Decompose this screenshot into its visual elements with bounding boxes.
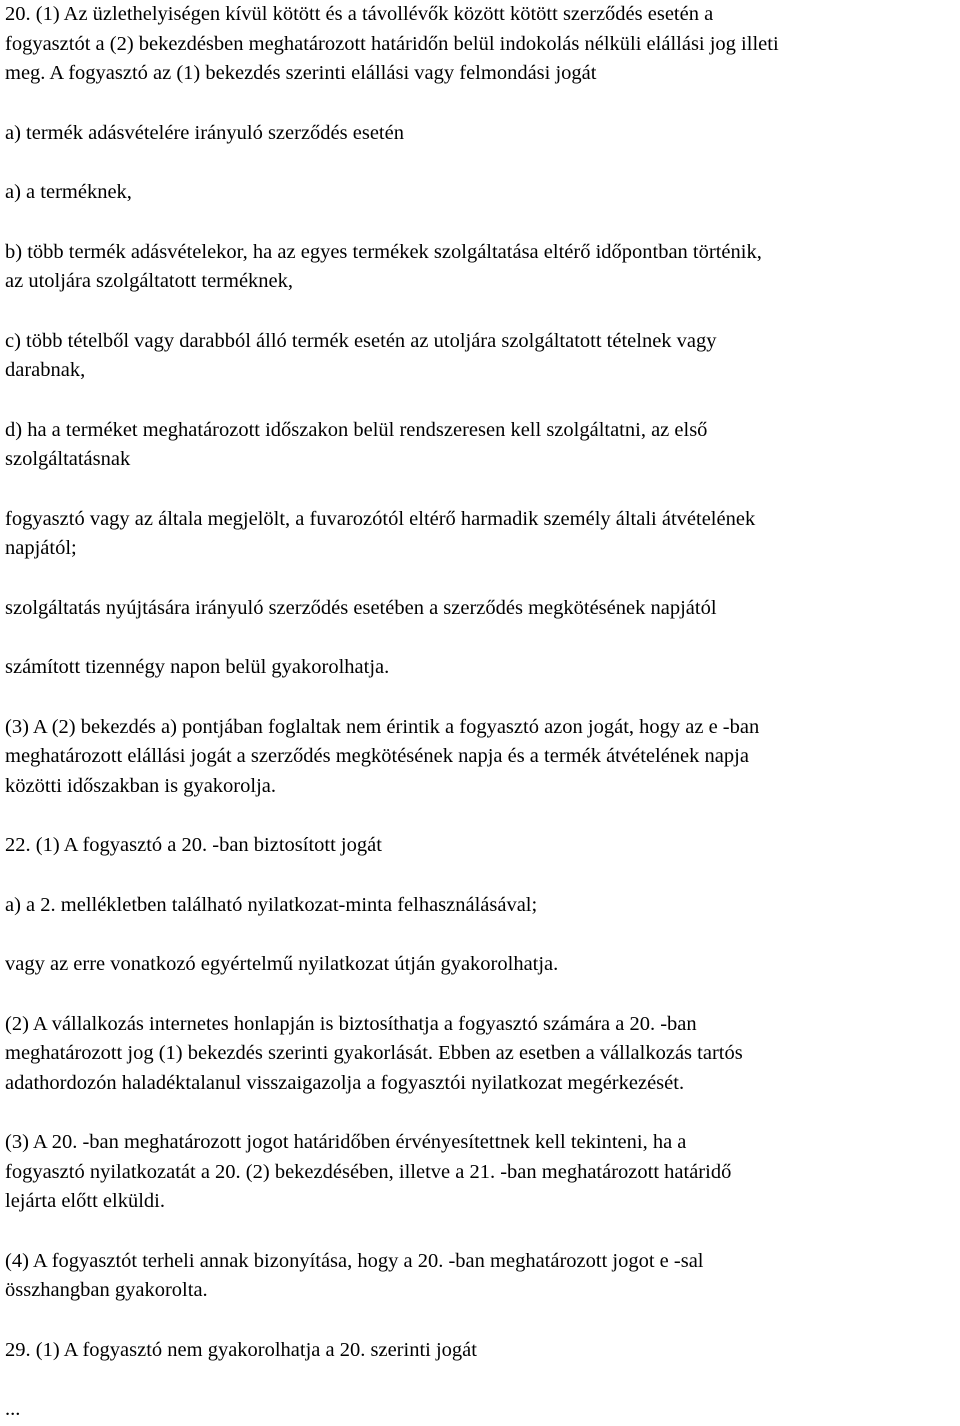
text-line: c) több tételből vagy darabból álló termék esetén az utoljára szolgáltatott tételnek vagy [5, 329, 717, 352]
paragraph-service-contract [5, 594, 955, 624]
text-line: (2) A vállalkozás internetes honlapján is biztosíthatja a fogyasztó számára a 20. -ban [5, 1012, 697, 1035]
text-line: napjától; [5, 537, 77, 559]
paragraph-22-4 [5, 1247, 955, 1306]
paragraph-22-1 [5, 831, 955, 861]
paragraph-29-1 [5, 1336, 955, 1366]
text-line: számított tizennégy napon belül gyakorolhatja. [5, 656, 390, 678]
document-body [5, 0, 955, 1425]
paragraph-22-1-or [5, 950, 955, 980]
text-line: szolgáltatásnak [5, 448, 131, 470]
text-line: darabnak, [5, 359, 86, 381]
paragraph-22-3 [5, 1128, 955, 1217]
text-line: közötti időszakban is gyakorolja. [5, 774, 276, 797]
text-line: a) a terméknek, [5, 181, 132, 203]
text-line: (3) A (2) bekezdés a) pontjában foglaltak nem érintik a fogyasztó azon jogát, hogy az e -ban [5, 715, 760, 738]
text-line: az utoljára szolgáltatott terméknek, [5, 270, 294, 292]
text-line: adathordozón haladéktalanul visszaigazolja a fogyasztói nyilatkozat megérkezését. [5, 1071, 685, 1094]
text-line: fogyasztót a (2) bekezdésben meghatározott határidőn belül indokolás nélküli elállási jog illeti [5, 32, 779, 55]
text-line: fogyasztó nyilatkozatát a 20. (2) bekezdésében, illetve a 21. -ban meghatározott határidő [5, 1160, 732, 1183]
paragraph-fourteen-days [5, 653, 955, 683]
paragraph-22-2 [5, 1010, 955, 1099]
text-line: a) a 2. mellékletben található nyilatkozat-minta felhasználásával; [5, 893, 538, 916]
text-line: szolgáltatás nyújtására irányuló szerződés esetében a szerződés megkötésének napjától [5, 596, 717, 619]
text-line: meghatározott elállási jogát a szerződés megkötésének napja és a termék átvételének napja [5, 745, 749, 767]
text-line: összhangban gyakorolta. [5, 1279, 208, 1301]
paragraph-a-goods [5, 178, 955, 208]
paragraph-20-3 [5, 713, 955, 802]
text-line: lejárta előtt elküldi. [5, 1190, 165, 1212]
text-line: meghatározott jog (1) bekezdés szerinti gyakorlását. Ebben az esetben a vállalkozás tartós [5, 1042, 743, 1064]
text-line: ... [5, 1398, 21, 1420]
text-line: 29. (1) A fogyasztó nem gyakorolhatja a 20. szerinti jogát [5, 1338, 477, 1361]
text-line: b) több termék adásvételekor, ha az egyes termékek szolgáltatása eltérő időpontban történik, [5, 240, 762, 263]
paragraph-a-product [5, 119, 955, 149]
text-line: (3) A 20. -ban meghatározott jogot határidőben érvényesítettnek kell tekinteni, ha a [5, 1131, 687, 1153]
paragraph-b [5, 238, 955, 297]
text-line: meg. A fogyasztó az (1) bekezdés szerinti elállási vagy felmondási jogát [5, 62, 597, 84]
paragraph-20-1 [5, 0, 955, 89]
text-line: fogyasztó vagy az általa megjelölt, a fuvarozótól eltérő harmadik személy általi átvételének [5, 507, 756, 530]
text-line: 20. (1) Az üzlethelyiségen kívül kötött és a távollévők között kötött szerződés esetén a [5, 3, 714, 25]
text-line: a) termék adásvételére irányuló szerződés esetén [5, 121, 404, 144]
paragraph-c [5, 327, 955, 386]
text-line: (4) A fogyasztót terheli annak bizonyítása, hogy a 20. -ban meghatározott jogot e -sal [5, 1249, 704, 1272]
paragraph-22-1-a [5, 891, 955, 921]
text-line: vagy az erre vonatkozó egyértelmű nyilatkozat útján gyakorolhatja. [5, 953, 559, 975]
text-line: 22. (1) A fogyasztó a 20. -ban biztosított jogát [5, 834, 382, 856]
text-line: d) ha a terméket meghatározott időszakon belül rendszeresen kell szolgáltatni, az első [5, 418, 708, 441]
paragraph-d [5, 416, 955, 475]
paragraph-consumer-receipt [5, 505, 955, 564]
paragraph-ellipsis [5, 1395, 955, 1425]
